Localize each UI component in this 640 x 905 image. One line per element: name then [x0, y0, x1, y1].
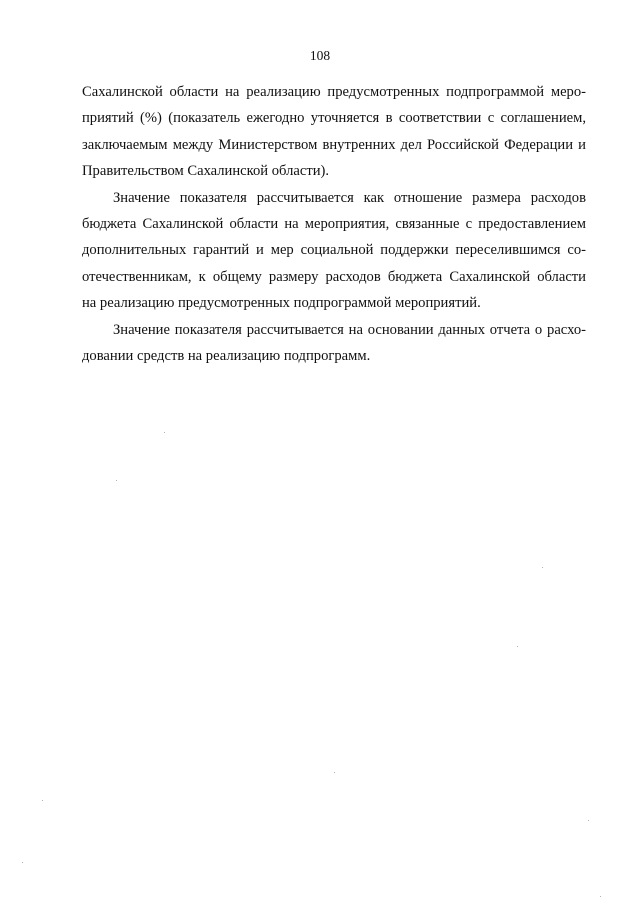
text-line: приятий (%) (показатель ежегодно уточняется в соответствии с соглашением,: [82, 110, 586, 127]
text-line: Сахалинской области на реализацию предусмотренных подпрограммой меро-: [82, 84, 586, 100]
paragraph-2: [82, 185, 586, 317]
text-line: довании средств на реализацию подпрограмм.: [82, 347, 371, 364]
paragraph-3: [82, 317, 586, 370]
text-line: бюджета Сахалинской области на мероприятия, связанные с предоставлением: [82, 215, 586, 232]
scan-speck: [42, 800, 43, 801]
text-line: заключаемым между Министерством внутренних дел Российской Федерации и: [82, 136, 586, 153]
text-line: на реализацию предусмотренных подпрограммой мероприятий.: [82, 295, 481, 312]
scan-speck: [334, 772, 335, 773]
document-body: [82, 79, 586, 369]
text-line: Значение показателя рассчитывается как отношение размера расходов: [113, 189, 586, 206]
scan-speck: [517, 646, 518, 647]
scan-speck: [600, 896, 601, 897]
text-line: Значение показателя рассчитывается на основании данных отчета о расхо-: [113, 321, 586, 338]
paragraph-1: [82, 79, 586, 185]
scan-speck: [22, 862, 23, 863]
text-line: дополнительных гарантий и мер социальной поддержки переселившимся со-: [82, 242, 586, 259]
text-line: Правительством Сахалинской области).: [82, 163, 330, 180]
text-line: отечественникам, к общему размеру расходов бюджета Сахалинской области: [82, 268, 586, 285]
scan-speck: [542, 567, 543, 568]
scan-speck: [164, 432, 165, 433]
scan-speck: [588, 820, 589, 821]
scan-speck: [116, 480, 117, 481]
page-number: 108: [309, 48, 331, 63]
